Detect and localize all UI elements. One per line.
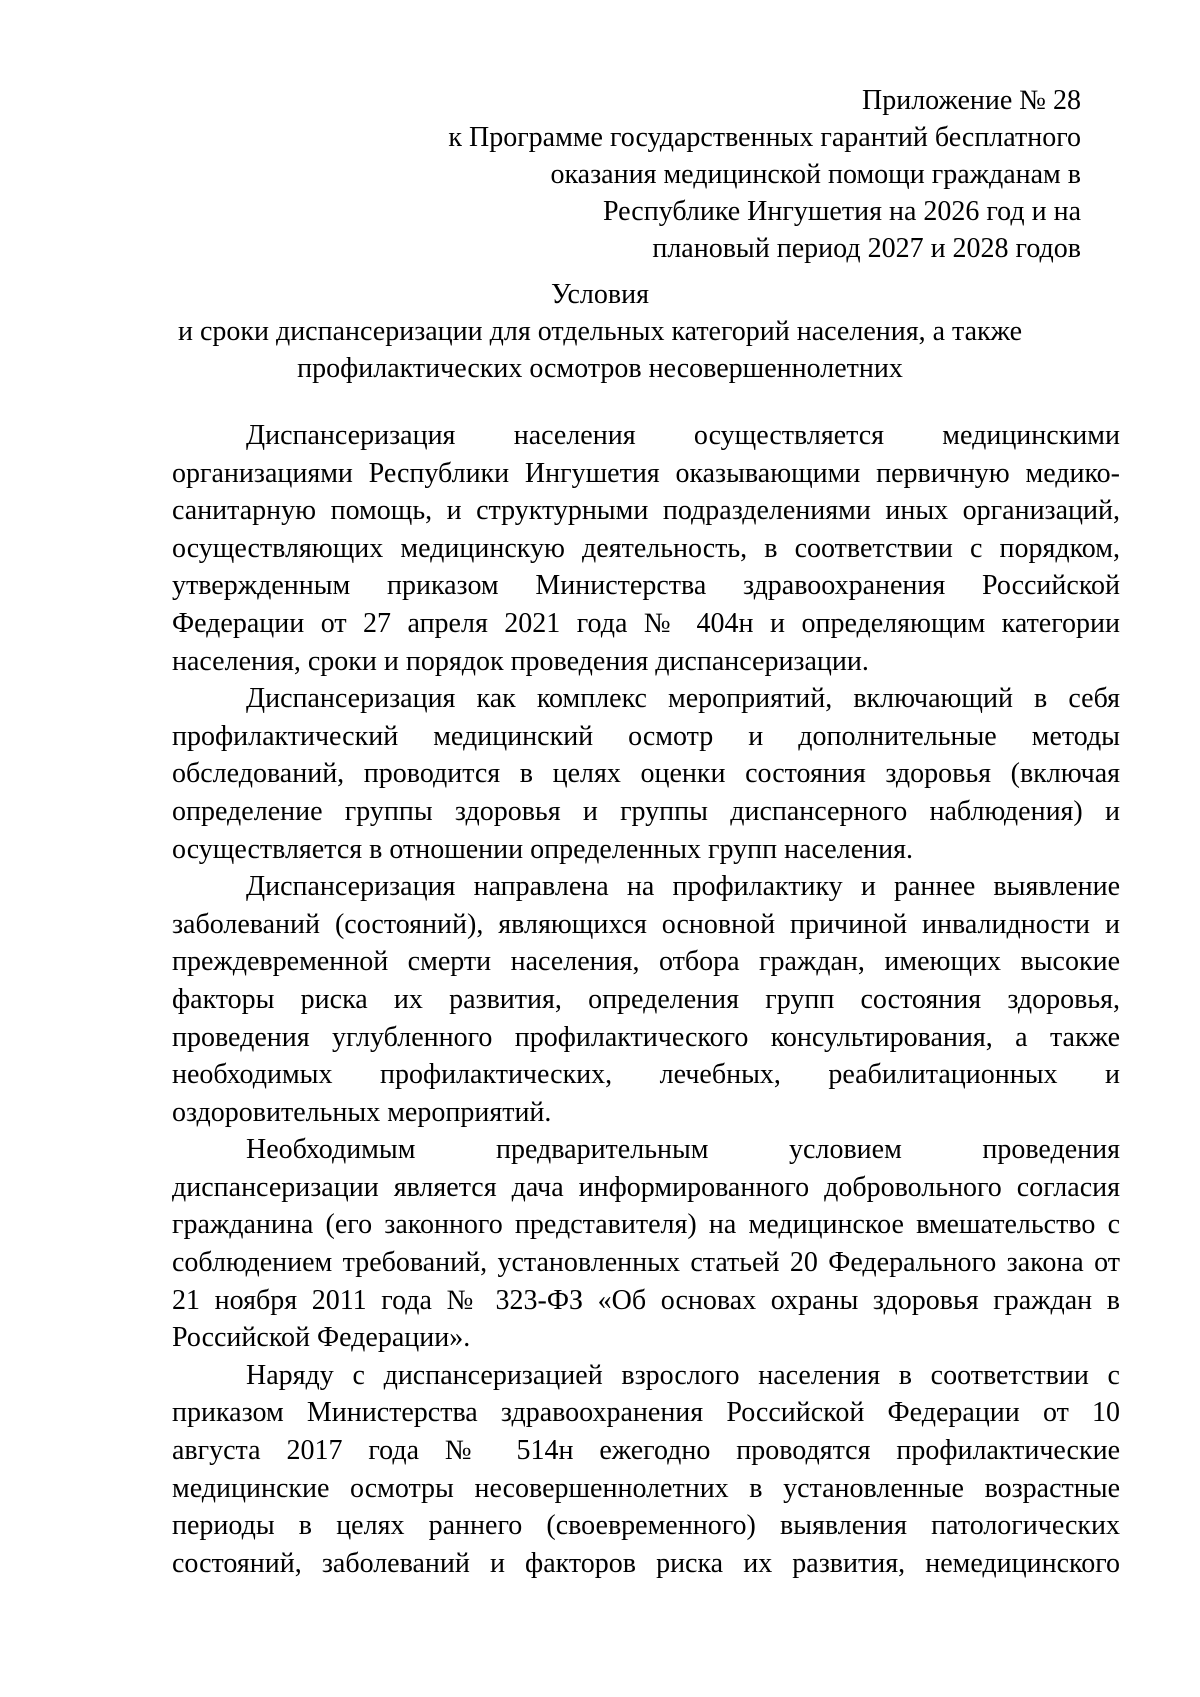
title-line: профилактических осмотров несовершеннолетних xyxy=(297,353,903,384)
paragraph-line: гражданина (его законного представителя) на медицинское вмешательство с xyxy=(172,1209,1120,1241)
paragraph xyxy=(172,1131,1120,1357)
paragraph-line: Необходимым предварительным условием проведения xyxy=(246,1134,1120,1166)
paragraph-line: Федерации от 27 апреля 2021 года № 404н и определяющим категории xyxy=(172,607,1120,639)
paragraph-line: утвержденным приказом Министерства здравоохранения Российской xyxy=(172,570,1120,602)
paragraph-line: состояний, заболеваний и факторов риска их развития, немедицинского xyxy=(172,1547,1120,1579)
paragraph-line: осуществляющих медицинскую деятельность, в соответствии с порядком, xyxy=(172,532,1120,564)
paragraph-line: Диспансеризация направлена на профилактику и раннее выявление xyxy=(246,871,1120,903)
annex-header xyxy=(381,82,1081,267)
paragraph xyxy=(172,680,1120,868)
annex-line: оказания медицинской помощи гражданам в xyxy=(550,159,1081,190)
annex-number: Приложение № 28 xyxy=(862,85,1081,116)
paragraph-line: санитарную помощь, и структурными подразделениями иных организаций, xyxy=(172,495,1120,527)
paragraph xyxy=(172,868,1120,1131)
paragraph-line: профилактический медицинский осмотр и дополнительные методы xyxy=(172,720,1120,752)
paragraph-line: проведения углубленного профилактического консультирования, а также xyxy=(172,1021,1120,1053)
annex-line: плановый период 2027 и 2028 годов xyxy=(652,233,1081,264)
paragraph-line: периоды в целях раннего (своевременного) выявления патологических xyxy=(172,1510,1120,1542)
paragraph-line: 21 ноября 2011 года № 323-ФЗ «Об основах охраны здоровья граждан в xyxy=(172,1284,1120,1316)
paragraph-line: Диспансеризация как комплекс мероприятий, включающий в себя xyxy=(246,683,1120,715)
paragraph xyxy=(172,417,1120,680)
paragraph-line: факторы риска их развития, определения групп состояния здоровья, xyxy=(172,983,1120,1015)
title-line: и сроки диспансеризации для отдельных категорий населения, а также xyxy=(177,316,1023,347)
paragraph-line: организациями Республики Ингушетия оказывающими первичную медико- xyxy=(172,457,1120,489)
annex-line: к Программе государственных гарантий бесплатного xyxy=(448,122,1081,153)
paragraph-line: необходимых профилактических, лечебных, реабилитационных и xyxy=(172,1059,1120,1091)
paragraph-line: преждевременной смерти населения, отбора граждан, имеющих высокие xyxy=(172,946,1120,978)
paragraph-line: Диспансеризация населения осуществляется медицинскими xyxy=(246,420,1120,451)
paragraph-line: приказом Министерства здравоохранения Российской Федерации от 10 xyxy=(172,1397,1120,1429)
paragraph-line: Наряду с диспансеризацией взрослого населения в соответствии с xyxy=(246,1359,1120,1391)
paragraph-line: диспансеризации является дача информированного добровольного согласия xyxy=(172,1171,1120,1203)
document-body xyxy=(172,417,1120,1582)
paragraph-line: Российской Федерации». xyxy=(172,1322,471,1354)
paragraph-line: обследований, проводится в целях оценки состояния здоровья (включая xyxy=(172,758,1120,790)
annex-line: Республике Ингушетия на 2026 год и на xyxy=(602,196,1081,227)
paragraph-line: населения, сроки и порядок проведения диспансеризации. xyxy=(172,645,869,677)
paragraph-line: заболеваний (состояний), являющихся основной причиной инвалидности и xyxy=(172,908,1120,940)
title-line: Условия xyxy=(551,279,649,310)
paragraph-line: оздоровительных мероприятий. xyxy=(172,1096,552,1128)
paragraph-line: определение группы здоровья и группы диспансерного наблюдения) и xyxy=(172,795,1120,827)
paragraph-line: соблюдением требований, установленных статьей 20 Федерального закона от xyxy=(172,1247,1120,1279)
paragraph-line: осуществляется в отношении определенных групп населения. xyxy=(172,833,913,865)
document-title xyxy=(150,276,1050,387)
paragraph-line: медицинские осмотры несовершеннолетних в установленные возрастные xyxy=(172,1472,1120,1504)
paragraph xyxy=(172,1357,1120,1583)
paragraph-line: августа 2017 года № 514н ежегодно проводятся профилактические xyxy=(172,1435,1120,1467)
